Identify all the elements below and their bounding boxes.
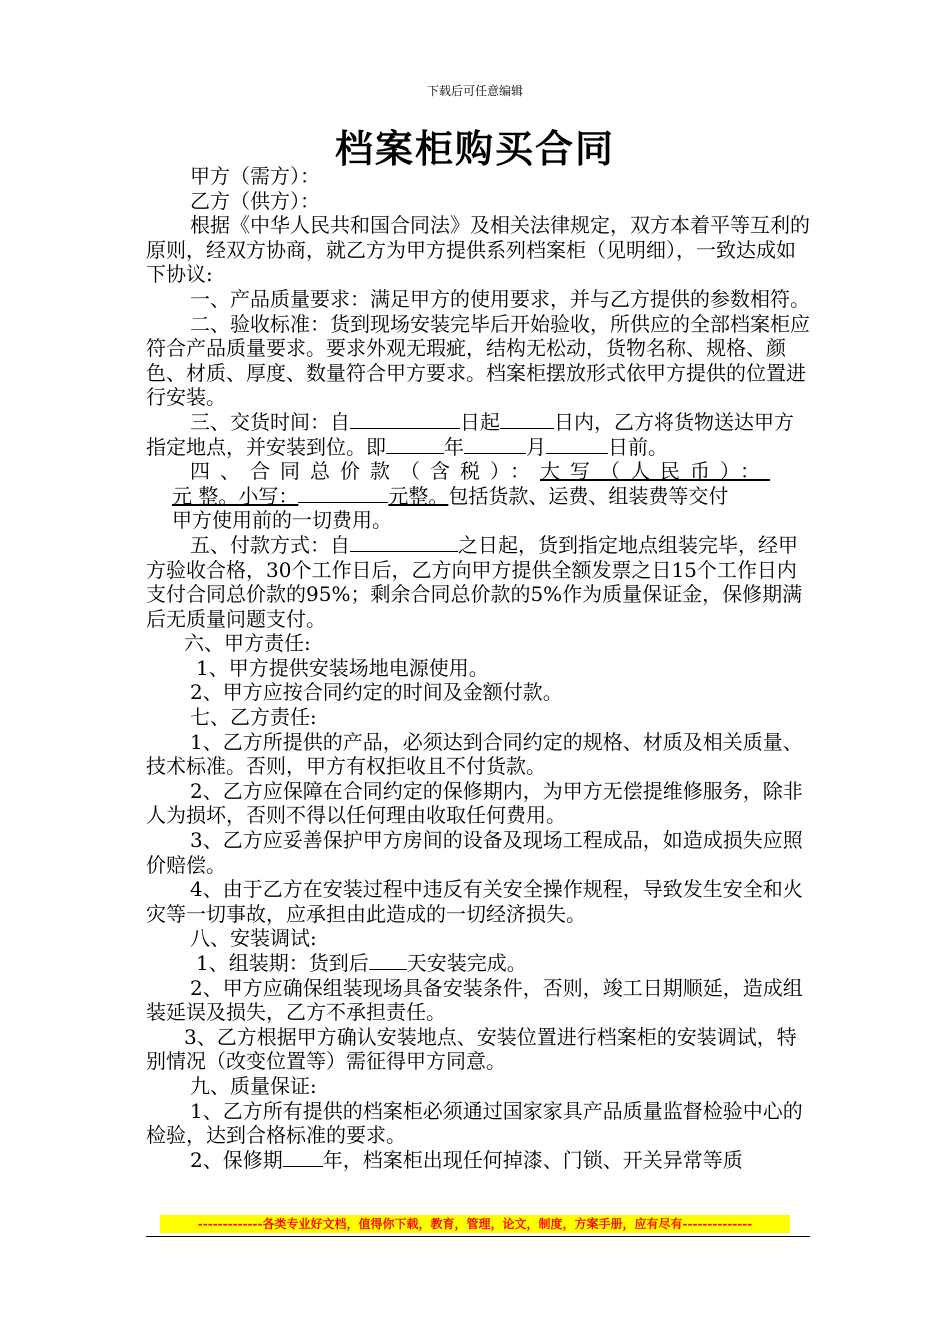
- clause-4: [146, 459, 810, 484]
- clause-6: 六、甲方责任:: [184, 631, 311, 656]
- clause-8-2: 2、甲方应确保组装现场具备安装条件，否则，竣工日期顺延，造成组装延误及损失，乙方不承担责任。: [146, 975, 803, 1025]
- blank-warranty-years: [283, 1148, 323, 1167]
- clause-9-1: 1、乙方所有提供的档案柜必须通过国家家具产品质量监督检验中心的检验，达到合格标准的要求。: [146, 1098, 803, 1148]
- clause-9-2: [146, 1148, 810, 1173]
- blank-start-date: [350, 410, 460, 429]
- clause-3-text-b: 日起: [460, 409, 500, 434]
- blank-day: [546, 435, 608, 454]
- clause-8-1-text-b: 天安装完成。: [406, 951, 527, 975]
- blank-month: [464, 435, 526, 454]
- footer-divider: [146, 1236, 810, 1237]
- blank-install-days: [369, 951, 407, 970]
- clause-3-text-d: 年: [444, 434, 464, 459]
- clause-7-4: 4、由于乙方在安装过程中违反有关安全操作规程，导致发生安全和火灾等一切事故，应承担由此造成的一切经济损失。: [146, 877, 803, 926]
- clause-8-1-text-a: 1、组装期：货到后: [196, 951, 369, 975]
- document-title: 档案柜购买合同: [334, 127, 615, 171]
- clause-4-line-3: 甲方使用前的一切费用。: [172, 508, 392, 533]
- clause-4-line-2: [146, 484, 810, 509]
- intro-paragraph: 根据《中华人民共和国合同法》及相关法律规定，双方本着平等互利的原则，经双方协商，就乙方为甲方提供系列档案柜（见明细），一致达成如下协议:: [146, 213, 810, 287]
- party-b: 乙方（供方）：: [190, 188, 320, 213]
- blank-days: [500, 410, 554, 429]
- footer-banner: -------------各类专业好文档，值得你下载，教育，管理，论文，制度，方案手册，应有尽有--------------: [160, 1215, 790, 1233]
- blank-amount-figure: [298, 484, 388, 503]
- amount-yuan: 元 整。小写：: [172, 483, 299, 508]
- clause-6-2: 2、甲方应按合同约定的时间及金额付款。: [190, 680, 563, 705]
- clause-7-1: 1、乙方所提供的产品，必须达到合同约定的规格、材质及相关质量、技术标准。否则，甲方有权拒收且不付货款。: [146, 729, 803, 779]
- clause-3: [146, 410, 810, 459]
- amount-in-words: 大写（人民币）：: [540, 459, 770, 484]
- clause-8: 八、安装调试:: [190, 926, 317, 951]
- clause-1: 一、产品质量要求：满足甲方的使用要求，并与乙方提供的参数相符。: [190, 286, 810, 311]
- clause-8-1: [146, 951, 810, 976]
- clause-7-2: 2、乙方应保障在合同约定的保修期内，为甲方无偿提维修服务，除非人为损坏，否则不得以任何理由收取任何费用。: [146, 778, 803, 828]
- blank-payment-date: [350, 533, 458, 552]
- clause-3-text-f: 日前。: [608, 434, 668, 459]
- clause-5-text-a: 五、付款方式：自: [190, 532, 350, 557]
- header-note: 下载后可任意编辑: [426, 84, 523, 98]
- clause-6-1: 1、甲方提供安装场地电源使用。: [196, 655, 489, 680]
- clause-2: 二、验收标准：货到现场安装完毕后开始验收，所供应的全部档案柜应符合产品质量要求。要求外观无瑕疵，结构无松动，货物名称、规格、颜色、材质、厚度、数量符合甲方要求。档案柜摆放形式依甲方提供的位置进行安装。: [146, 311, 810, 410]
- amount-end: 元整。: [388, 483, 449, 508]
- clause-9: 九、质量保证:: [190, 1073, 317, 1098]
- clause-3-text-a: 三、交货时间：自: [190, 409, 350, 434]
- clause-9-2-text-b: 年，档案柜出现任何掉漆、门锁、开关异常等质: [322, 1147, 743, 1172]
- clause-8-3: 3、乙方根据甲方确认安装地点、安装位置进行档案柜的安装调试，特别情况（改变位置等）需征得甲方同意。: [146, 1024, 797, 1074]
- clause-4-text-e: 包括货款、运费、组装费等交付: [448, 483, 729, 508]
- clause-4-text-a: 四、合同总价款（含税）：: [190, 459, 540, 484]
- clause-3-text-e: 月: [526, 434, 546, 459]
- clause-3-text-c: 日内，乙方将货物送达甲方指定地点，并安装到位。即: [146, 409, 794, 459]
- blank-year: [386, 435, 444, 454]
- party-a: 甲方（需方）：: [190, 164, 320, 188]
- contract-body: [146, 164, 810, 1172]
- clause-5: [146, 533, 810, 631]
- clause-5-text-b: 之日起，货到指定地点组装完毕，经甲方验收合格，30个工作日后，乙方向甲方提供全额发票之日15个工作日内支付合同总价款的95%；剩余合同总价款的5%作为质量保证金，保修期满后无质量问题支付。: [146, 532, 803, 631]
- clause-7-3: 3、乙方应妥善保护甲方房间的设备及现场工程成品，如造成损失应照价赔偿。: [146, 828, 803, 877]
- clause-7: 七、乙方责任:: [190, 705, 317, 730]
- clause-9-2-text-a: 2、保修期: [190, 1147, 283, 1172]
